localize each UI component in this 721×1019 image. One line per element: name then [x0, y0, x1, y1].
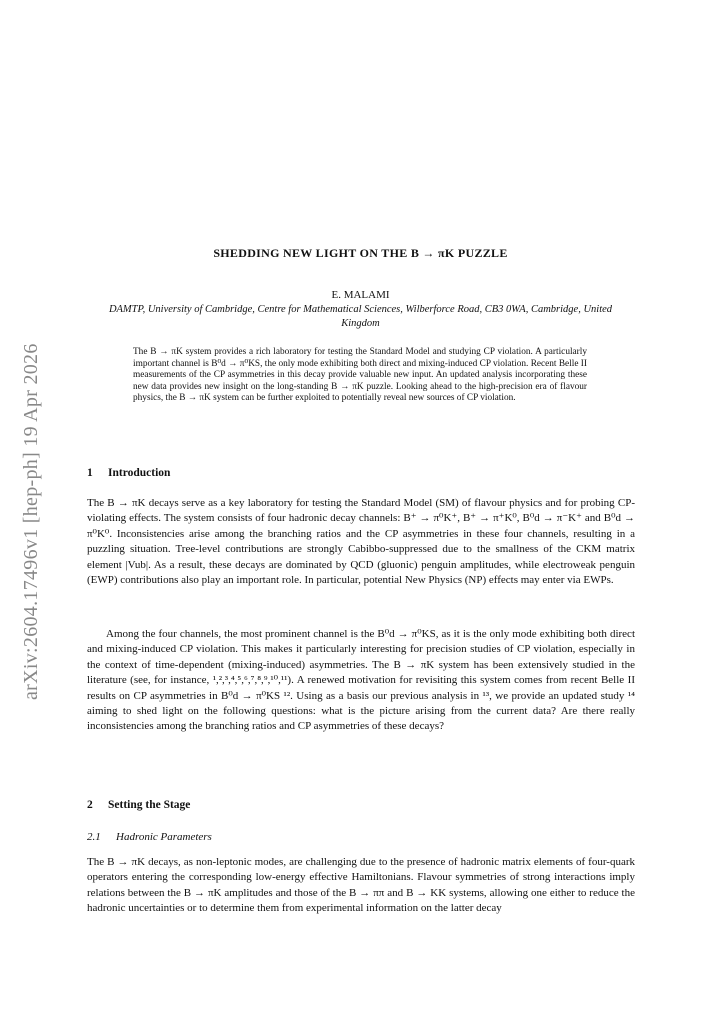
paragraph: The B → πK decays serve as a key laboratory for testing the Standard Model (SM) of flavour physics and for probing CP-violating effects. The system consists of four hadronic decay channels: B⁺ → π⁰K⁺, B⁺ → π⁺K⁰, B⁰d → π⁻K⁺ and B⁰d → π⁰K⁰. Inconsistencies arise among the branching ratios and the CP asymmetries in these four channels, resulting in a puzzling situation. Tree-level contributions are strongly Cabibbo-suppressed due to the smallness of the CKM matrix element |Vub|. As a result, these decays are dominated by QCD (gluonic) penguin amplitudes, while electroweak penguin (EWP) contributions also play an important role. In particular, potential New Physics (NP) effects may enter via EWPs. [87, 497, 635, 587]
arxiv-identifier: arXiv:2604.17496v1 [hep-ph] 19 Apr 2026 [20, 343, 42, 700]
paragraph: Among the four channels, the most prominent channel is the B⁰d → π⁰KS, as it is the only mode exhibiting both direct and mixing-induced CP violation. This makes it particularly interesting for precision studies of CP violation, especially in the context of time-dependent (mixing-induced) asymmetries. The B → πK system has been extensively studied in the literature (see, for instance, ¹,²,³,⁴,⁵,⁶,⁷,⁸,⁹,¹⁰,¹¹). A renewed motivation for revisiting this system comes from recent Belle II results on CP asymmetries in B⁰d → π⁰KS ¹². Using as a basis our previous analysis in ¹³, we provide an updated study ¹⁴ aiming to shed light on the following questions: what is the picture arising from the current data? Are there really inconsistencies among the branching ratios and CP asymmetries of these decays? [87, 628, 635, 733]
abstract: The B → πK system provides a rich laboratory for testing the Standard Model and studying CP violation. A particularly important channel is B⁰d → π⁰KS, the only mode exhibiting both direct and mixing-induced CP violation. Recent Belle II measurements of the CP asymmetries in this decay provide valuable new input. An updated analysis incorporating these new data provides new insight on the long-standing B → πK puzzle. Looking ahead to the high-precision era of flavour physics, the B → πK system can be further exploited to potentially reveal new sources of CP violation. [133, 347, 587, 404]
section-heading-setting-the-stage [87, 799, 190, 811]
subsection-heading-hadronic-parameters [87, 831, 212, 843]
author-name: E. MALAMI [331, 289, 390, 301]
paper-title: SHEDDING NEW LIGHT ON THE B → πK PUZZLE [213, 246, 508, 260]
subsection-title: Hadronic Parameters [116, 831, 212, 843]
section-number: 1 [87, 467, 93, 479]
paragraph: The B → πK decays, as non-leptonic modes, are challenging due to the presence of hadronic matrix elements of four-quark operators entering the corresponding low-energy effective Hamiltonians. Flavour symmetries of strong interactions imply relations between the B → πK amplitudes and those of the B → ππ and B → KK systems, allowing one either to reduce the hadronic uncertainties or to determine them from experimental information on the latter decay [87, 856, 635, 915]
section-title: Setting the Stage [108, 799, 191, 811]
subsection-number: 2.1 [87, 831, 101, 843]
section-number: 2 [87, 799, 93, 811]
section-title: Introduction [108, 467, 171, 479]
author-affiliation: DAMTP, University of Cambridge, Centre for Mathematical Sciences, Wilberforce Road, CB3 0WA, Cambridge, United Kingdom [108, 304, 613, 329]
section-heading-introduction [87, 467, 170, 479]
